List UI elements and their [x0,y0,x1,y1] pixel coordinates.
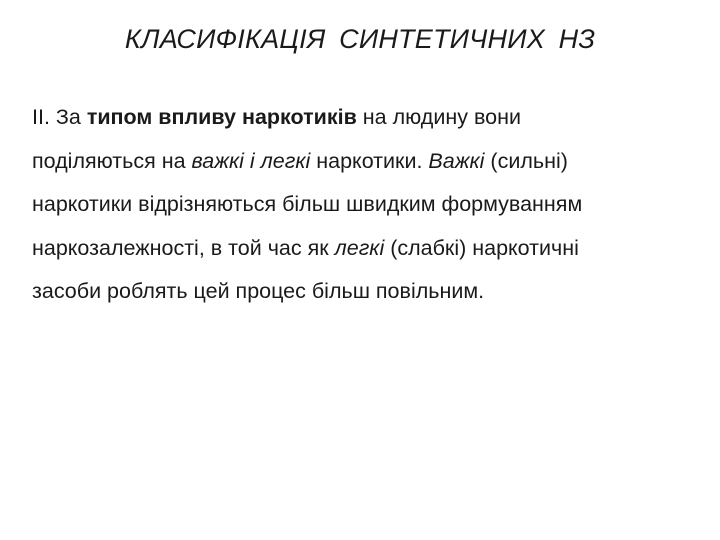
text-segment: наркотики відрізняються більш швидким формуванням [32,192,583,216]
text-segment: (сильні) [484,148,568,173]
text-segment: на людину вони [356,105,521,129]
text-segment: поділяються на [32,148,192,173]
bold-term-drug-effect-type: типом впливу наркотиків [86,105,357,129]
text-segment: ІІ. За [32,105,87,129]
paragraph-line-5 [32,270,704,314]
text-segment: наркозалежності, в той час як [32,235,335,260]
paragraph-line-4 [32,227,704,271]
text-segment: (слабкі) наркотичні [384,235,579,260]
paragraph-line-3 [32,183,704,227]
paragraph-line-1 [32,96,704,140]
paragraph-line-2 [32,140,704,184]
italic-term-hard-and-soft: важкі і легкі [191,148,311,173]
slide-title: КЛАСИФІКАЦІЯ СИНТЕТИЧНИХ НЗ [124,24,596,54]
text-segment: засоби роблять цей процес більш повільним. [32,279,485,303]
classification-paragraph [32,96,704,314]
text-segment: наркотики. [310,148,429,173]
italic-term-hard: Важкі [428,148,485,173]
italic-term-soft: легкі [334,235,385,260]
